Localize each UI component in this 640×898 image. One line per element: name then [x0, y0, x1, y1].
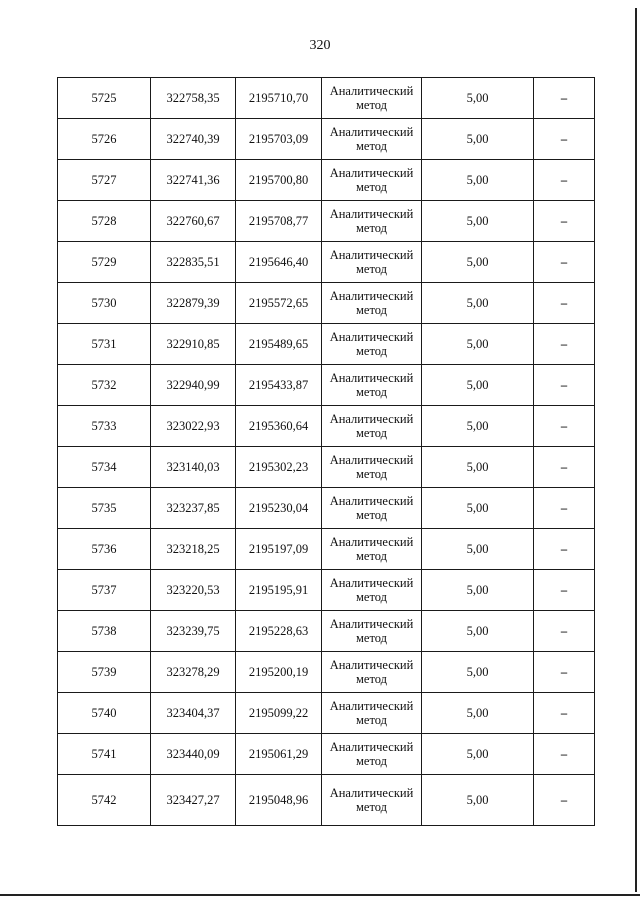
- coordinates-table-body: [58, 78, 595, 826]
- y-coordinate-cell: 2195708,77: [236, 201, 322, 242]
- note-cell: –: [534, 242, 595, 283]
- y-coordinate-cell: 2195197,09: [236, 529, 322, 570]
- method-line-2: метод: [355, 180, 387, 194]
- accuracy-cell: 5,00: [422, 529, 534, 570]
- table-row: [58, 283, 595, 324]
- x-coordinate-cell: 322879,39: [151, 283, 236, 324]
- x-coordinate-cell: 322741,36: [151, 160, 236, 201]
- accuracy-cell: 5,00: [422, 611, 534, 652]
- point-number-cell: 5737: [58, 570, 151, 611]
- note-cell: –: [534, 734, 595, 775]
- accuracy-cell: 5,00: [422, 406, 534, 447]
- table-row: [58, 652, 595, 693]
- method-line-1: Аналитический: [329, 248, 414, 262]
- y-coordinate-cell: 2195572,65: [236, 283, 322, 324]
- method-line-2: метод: [355, 508, 387, 522]
- point-number-cell: 5725: [58, 78, 151, 119]
- table-row: [58, 160, 595, 201]
- method-cell: [322, 775, 422, 826]
- note-cell: –: [534, 611, 595, 652]
- note-cell: –: [534, 324, 595, 365]
- point-number-cell: 5726: [58, 119, 151, 160]
- method-line-2: метод: [355, 549, 387, 563]
- x-coordinate-cell: 323404,37: [151, 693, 236, 734]
- point-number-cell: 5730: [58, 283, 151, 324]
- point-number-cell: 5741: [58, 734, 151, 775]
- method-cell: [322, 119, 422, 160]
- method-cell: [322, 570, 422, 611]
- note-cell: –: [534, 160, 595, 201]
- method-line-2: метод: [355, 800, 387, 814]
- note-cell: –: [534, 488, 595, 529]
- method-line-2: метод: [355, 713, 387, 727]
- method-line-1: Аналитический: [329, 535, 414, 549]
- point-number-cell: 5735: [58, 488, 151, 529]
- method-cell: [322, 652, 422, 693]
- accuracy-cell: 5,00: [422, 775, 534, 826]
- scan-frame-right: [635, 8, 637, 892]
- y-coordinate-cell: 2195700,80: [236, 160, 322, 201]
- table-row: [58, 324, 595, 365]
- y-coordinate-cell: 2195195,91: [236, 570, 322, 611]
- note-cell: –: [534, 693, 595, 734]
- method-line-2: метод: [355, 631, 387, 645]
- x-coordinate-cell: 322760,67: [151, 201, 236, 242]
- note-cell: –: [534, 78, 595, 119]
- method-line-1: Аналитический: [329, 207, 414, 221]
- table-row: [58, 365, 595, 406]
- method-line-2: метод: [355, 590, 387, 604]
- y-coordinate-cell: 2195200,19: [236, 652, 322, 693]
- method-line-2: метод: [355, 467, 387, 481]
- method-line-1: Аналитический: [329, 371, 414, 385]
- accuracy-cell: 5,00: [422, 242, 534, 283]
- x-coordinate-cell: 323239,75: [151, 611, 236, 652]
- table-row: [58, 693, 595, 734]
- accuracy-cell: 5,00: [422, 160, 534, 201]
- accuracy-cell: 5,00: [422, 570, 534, 611]
- x-coordinate-cell: 323278,29: [151, 652, 236, 693]
- page-number: 320: [309, 38, 331, 53]
- point-number-cell: 5727: [58, 160, 151, 201]
- method-line-2: метод: [355, 426, 387, 440]
- method-cell: [322, 324, 422, 365]
- scan-frame-bottom: [0, 894, 640, 896]
- point-number-cell: 5742: [58, 775, 151, 826]
- method-line-1: Аналитический: [329, 576, 414, 590]
- point-number-cell: 5739: [58, 652, 151, 693]
- x-coordinate-cell: 322740,39: [151, 119, 236, 160]
- method-line-2: метод: [355, 672, 387, 686]
- method-line-2: метод: [355, 262, 387, 276]
- point-number-cell: 5728: [58, 201, 151, 242]
- coordinates-table: [57, 77, 595, 826]
- note-cell: –: [534, 406, 595, 447]
- method-line-1: Аналитический: [329, 125, 414, 139]
- method-line-2: метод: [355, 385, 387, 399]
- point-number-cell: 5731: [58, 324, 151, 365]
- table-row: [58, 242, 595, 283]
- method-line-1: Аналитический: [329, 786, 414, 800]
- method-cell: [322, 365, 422, 406]
- accuracy-cell: 5,00: [422, 693, 534, 734]
- method-line-2: метод: [355, 139, 387, 153]
- y-coordinate-cell: 2195099,22: [236, 693, 322, 734]
- note-cell: –: [534, 119, 595, 160]
- method-cell: [322, 447, 422, 488]
- accuracy-cell: 5,00: [422, 324, 534, 365]
- point-number-cell: 5733: [58, 406, 151, 447]
- method-line-1: Аналитический: [329, 330, 414, 344]
- x-coordinate-cell: 323218,25: [151, 529, 236, 570]
- method-cell: [322, 160, 422, 201]
- method-line-2: метод: [355, 754, 387, 768]
- note-cell: –: [534, 775, 595, 826]
- x-coordinate-cell: 322940,99: [151, 365, 236, 406]
- y-coordinate-cell: 2195433,87: [236, 365, 322, 406]
- method-line-1: Аналитический: [329, 84, 414, 98]
- table-row: [58, 611, 595, 652]
- point-number-cell: 5729: [58, 242, 151, 283]
- y-coordinate-cell: 2195230,04: [236, 488, 322, 529]
- table-row: [58, 447, 595, 488]
- method-cell: [322, 283, 422, 324]
- table-row: [58, 201, 595, 242]
- method-line-2: метод: [355, 98, 387, 112]
- method-cell: [322, 611, 422, 652]
- x-coordinate-cell: 323220,53: [151, 570, 236, 611]
- method-line-2: метод: [355, 344, 387, 358]
- method-cell: [322, 529, 422, 570]
- point-number-cell: 5732: [58, 365, 151, 406]
- table-row: [58, 570, 595, 611]
- y-coordinate-cell: 2195489,65: [236, 324, 322, 365]
- method-line-2: метод: [355, 221, 387, 235]
- table-row: [58, 775, 595, 826]
- method-line-1: Аналитический: [329, 740, 414, 754]
- method-cell: [322, 242, 422, 283]
- y-coordinate-cell: 2195710,70: [236, 78, 322, 119]
- method-line-1: Аналитический: [329, 453, 414, 467]
- table-row: [58, 406, 595, 447]
- table-row: [58, 734, 595, 775]
- method-line-1: Аналитический: [329, 166, 414, 180]
- method-line-1: Аналитический: [329, 494, 414, 508]
- note-cell: –: [534, 570, 595, 611]
- method-line-1: Аналитический: [329, 699, 414, 713]
- note-cell: –: [534, 283, 595, 324]
- method-cell: [322, 201, 422, 242]
- x-coordinate-cell: 323427,27: [151, 775, 236, 826]
- method-line-1: Аналитический: [329, 289, 414, 303]
- point-number-cell: 5736: [58, 529, 151, 570]
- x-coordinate-cell: 322758,35: [151, 78, 236, 119]
- accuracy-cell: 5,00: [422, 488, 534, 529]
- x-coordinate-cell: 323440,09: [151, 734, 236, 775]
- note-cell: –: [534, 201, 595, 242]
- method-line-1: Аналитический: [329, 617, 414, 631]
- note-cell: –: [534, 447, 595, 488]
- point-number-cell: 5740: [58, 693, 151, 734]
- accuracy-cell: 5,00: [422, 734, 534, 775]
- point-number-cell: 5738: [58, 611, 151, 652]
- y-coordinate-cell: 2195703,09: [236, 119, 322, 160]
- method-cell: [322, 488, 422, 529]
- table-row: [58, 119, 595, 160]
- note-cell: –: [534, 529, 595, 570]
- method-line-2: метод: [355, 303, 387, 317]
- y-coordinate-cell: 2195061,29: [236, 734, 322, 775]
- x-coordinate-cell: 323140,03: [151, 447, 236, 488]
- accuracy-cell: 5,00: [422, 78, 534, 119]
- y-coordinate-cell: 2195228,63: [236, 611, 322, 652]
- x-coordinate-cell: 323022,93: [151, 406, 236, 447]
- note-cell: –: [534, 365, 595, 406]
- y-coordinate-cell: 2195048,96: [236, 775, 322, 826]
- x-coordinate-cell: 322910,85: [151, 324, 236, 365]
- point-number-cell: 5734: [58, 447, 151, 488]
- method-cell: [322, 406, 422, 447]
- method-cell: [322, 693, 422, 734]
- accuracy-cell: 5,00: [422, 283, 534, 324]
- y-coordinate-cell: 2195302,23: [236, 447, 322, 488]
- x-coordinate-cell: 323237,85: [151, 488, 236, 529]
- accuracy-cell: 5,00: [422, 365, 534, 406]
- method-line-1: Аналитический: [329, 658, 414, 672]
- y-coordinate-cell: 2195646,40: [236, 242, 322, 283]
- method-line-1: Аналитический: [329, 412, 414, 426]
- accuracy-cell: 5,00: [422, 119, 534, 160]
- table-row: [58, 529, 595, 570]
- method-cell: [322, 78, 422, 119]
- accuracy-cell: 5,00: [422, 201, 534, 242]
- table-row: [58, 488, 595, 529]
- method-cell: [322, 734, 422, 775]
- accuracy-cell: 5,00: [422, 447, 534, 488]
- note-cell: –: [534, 652, 595, 693]
- accuracy-cell: 5,00: [422, 652, 534, 693]
- x-coordinate-cell: 322835,51: [151, 242, 236, 283]
- y-coordinate-cell: 2195360,64: [236, 406, 322, 447]
- table-row: [58, 78, 595, 119]
